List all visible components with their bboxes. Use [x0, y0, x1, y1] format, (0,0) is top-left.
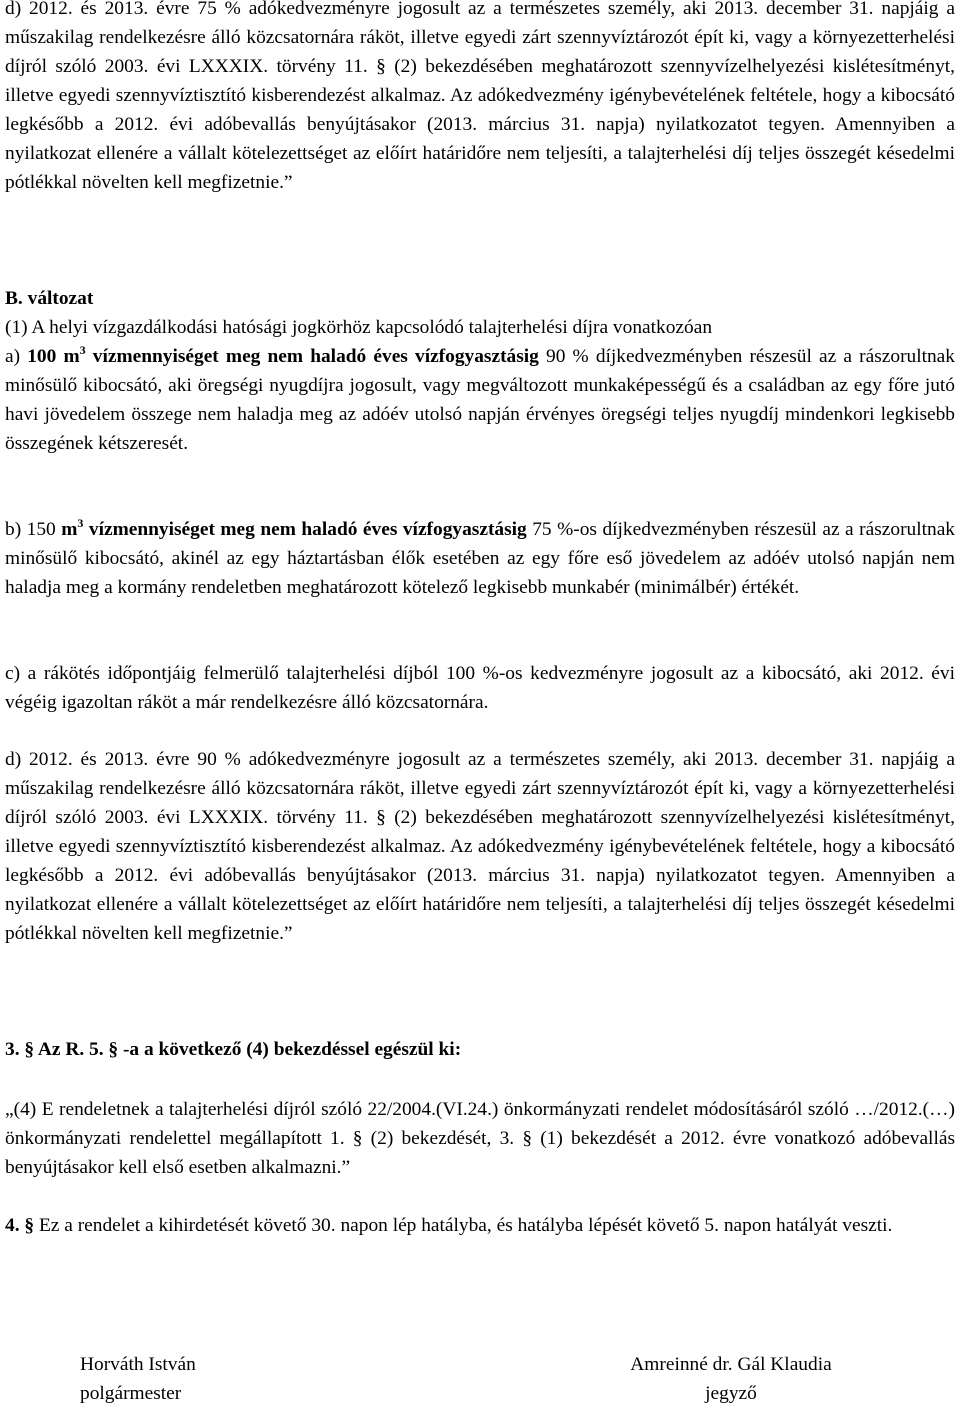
section-4 — [5, 1211, 955, 1240]
paragraph-a-bold: 100 m — [27, 346, 80, 367]
paragraph-a-rest: 90 % díjkedvezményben részesül az a rászorultnak minősülő kibocsátó, aki öregségi nyugdíjra jogosult, vagy megváltozott munkaképességű és a családban az egy főre jutó havi jövedelem összege nem haladja meg az adóév utolsó napján érvényes öregségi teljes nyugdíj mindenkori legkisebb összegének kétszeresét. — [5, 346, 955, 454]
paragraph-a — [5, 343, 955, 454]
variant-b-block — [5, 284, 955, 458]
paragraph-b — [5, 515, 955, 602]
paragraph-b-prefix: b) 150 — [5, 519, 62, 540]
paragraph-d-first: d) 2012. és 2013. évre 75 % adókedvezményre jogosult az a természetes személy, aki 2013. december 31. napjáig a műszakilag rendelkezésre álló közcsatornára ráköt, illetve egyedi zárt szennyvíztározót épít ki, vagy a környezetterhelési díjról szóló 2003. évi LXXXIX. törvény 11. § (2) bekezdésében meghatározott szennyvízelhelyezési kislétesítményt, illetve egyedi szennyvíztisztító kisberendezést alkalmaz. Az adókedvezmény igénybevételének feltétele, hogy a kibocsátó legkésőbb a 2012. évi adóbevallás benyújtásakor (2013. március 31. napja) nyilatkozatot tegyen. Amennyiben a nyilatkozat ellenére a vállalt kötelezettséget az előírt határidőre nem teljesíti, a talajterhelési díj teljes összegét késedelmi pótlékkal növelten kell megfizetnie.” — [5, 0, 955, 193]
mayor-name: Horváth István — [80, 1354, 196, 1375]
paragraph-c: c) a rákötés időpontjáig felmerülő talajterhelési díjból 100 %-os kedvezményre jogosult az a kibocsátó, aki 2012. évi végéig igazoltan ráköt a már rendelkezésre álló közcsatornára. — [5, 663, 955, 713]
paragraph-a-bold2: vízmennyiséget meg nem haladó éves vízfogyasztásig — [85, 346, 539, 367]
notary-title: jegyző — [705, 1383, 757, 1404]
paragraph-b-bold: m — [61, 519, 78, 540]
paragraph-a-sup: 3 — [79, 343, 86, 357]
mayor-title: polgármester — [80, 1383, 182, 1404]
notary-name: Amreinné dr. Gál Klaudia — [630, 1354, 832, 1375]
section-3-text: „(4) E rendeletnek a talajterhelési díjról szóló 22/2004.(VI.24.) önkormányzati rendelet módosításáról szóló …/2012.(…) önkormányzati rendelettel megállapított 1. § (2) bekezdését, 3. § (1) bekezdését a 2012. évre vonatkozó adóbevallás benyújtásakor kell első esetben alkalmazni.” — [5, 1099, 955, 1178]
variant-b-intro: (1) A helyi vízgazdálkodási hatósági jogkörhöz kapcsolódó talajterhelési díjra vonatkozóan — [5, 317, 713, 338]
section-4-number: 4. § — [5, 1215, 35, 1236]
paragraph-b-bold2: vízmennyiséget meg nem haladó éves vízfogyasztásig — [83, 519, 527, 540]
section-3-heading: 3. § Az R. 5. § -a a következő (4) bekezdéssel egészül ki: — [5, 1039, 462, 1060]
paragraph-b-rest: 75 %-os díjkedvezményben részesül az a rászorultnak minősülő kibocsátó, akinél az egy háztartásban élők esetében az egy főre eső jövedelem az adóév utolsó napján nem haladja meg a kormány rendeletben meghatározott kötelező legkisebb munkabér (minimálbér) értékét. — [5, 519, 955, 598]
section-4-text: Ez a rendelet a kihirdetését követő 30. napon lép hatályba, és hatályba lépését követő 5. napon hatályát veszti. — [34, 1215, 893, 1236]
signature-notary — [600, 1350, 862, 1408]
paragraph-d-second: d) 2012. és 2013. évre 90 % adókedvezményre jogosult az a természetes személy, aki 2013. december 31. napjáig a műszakilag rendelkezésre álló közcsatornára ráköt, illetve egyedi zárt szennyvíztározót épít ki, vagy a környezetterhelési díjról szóló 2003. évi LXXXIX. törvény 11. § (2) bekezdésében meghatározott szennyvízelhelyezési kislétesítményt, illetve egyedi szennyvíztisztító kisberendezést alkalmaz. Az adókedvezmény igénybevételének feltétele, hogy a kibocsátó legkésőbb a 2012. évi adóbevallás benyújtásakor (2013. március 31. napja) nyilatkozatot tegyen. Amennyiben a nyilatkozat ellenére a vállalt kötelezettséget az előírt határidőre nem teljesíti, a talajterhelési díj teljes összegét késedelmi pótlékkal növelten kell megfizetnie.” — [5, 749, 955, 944]
paragraph-a-prefix: a) — [5, 346, 28, 367]
signature-mayor — [80, 1350, 196, 1408]
variant-b-heading: B. változat — [5, 288, 94, 309]
paragraph-b-sup: 3 — [77, 516, 84, 530]
